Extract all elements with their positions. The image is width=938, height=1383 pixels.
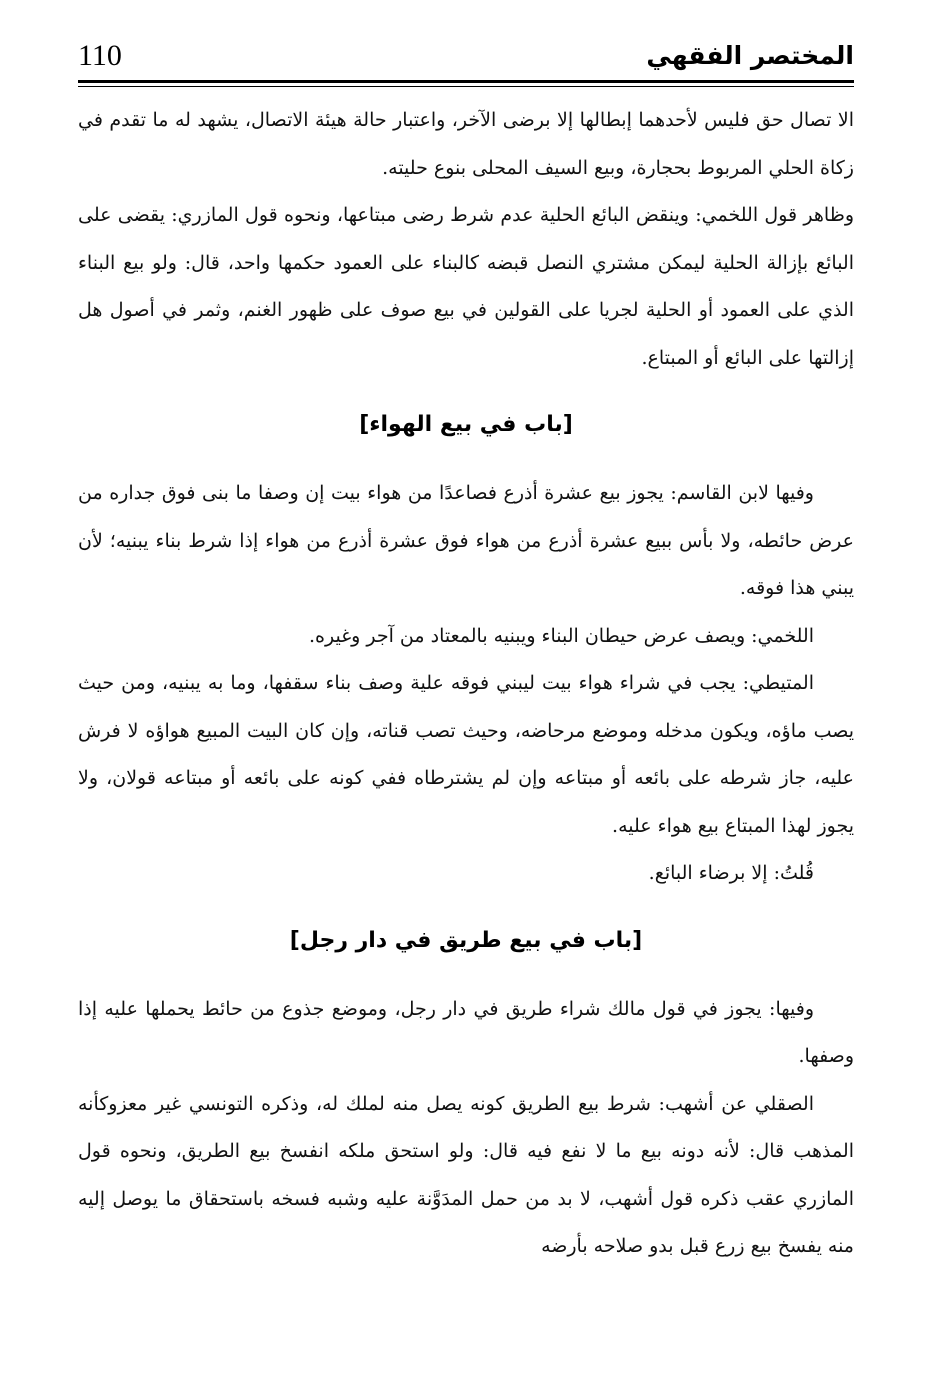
paragraph: الصقلي عن أشهب: شرط بيع الطريق كونه يصل منه لملك له، وذكره التونسي غير معزوكأنه المذهب قال: لأنه دونه بيع ما لا نفع فيه قال: ولو استحق ملكه انفسخ بيع الطريق، ونحوه قول المازري عقب ذكره قول أشهب، لا بد من حمل المدَوَّنة عليه وشبه فسخه باستحقاق ما يوصل إليه منه يفسخ بيع زرع قبل بدو صلاحه بأرضه	[78, 1092, 854, 1257]
paragraph: قُلتُ: إلا برضاء البائع.	[648, 862, 814, 884]
paragraph: وظاهر قول اللخمي: وينقض البائع الحلية عدم شرط رضى مبتاعها، ونحوه قول المازري: يقضى على البائع بإزالة الحلية ليمكن مشتري النصل قبضه كالبناء على العمود حكمها واحد، قال: ولو بيع البناء الذي على العمود أو الحلية لجريا على القولين في بيع صوف على ظهور الغنم، وثمر في أصول هل إزالتها على البائع أو المبتاع.	[78, 204, 854, 369]
paragraph: وفيها لابن القاسم: يجوز بيع عشرة أذرع فصاعدًا من هواء بيت إن وصفا ما بنى فوق جداره من عرض حائطه، ولا بأس ببيع عشرة أذرع من هواء فوق عشرة أذرع من هواء إذا شرط بناء يبنيه؛ لأن يبني هذا فوقه.	[78, 482, 854, 599]
page-header	[78, 30, 854, 76]
page-number: 110	[78, 39, 122, 72]
header-rule-thin	[78, 86, 854, 87]
paragraph: اللخمي: ويصف عرض حيطان البناء ويبنيه بالمعتاد من آجر وغيره.	[309, 624, 814, 647]
paragraph: وفيها: يجوز في قول مالك شراء طريق في دار رجل، وموضع جذوع من حائط يحملها عليه إذا وصفها.	[78, 997, 854, 1067]
body-text	[78, 97, 854, 1271]
paragraph: الا تصال حق فليس لأحدهما إبطالها إلا برضى الآخر، واعتبار حالة هيئة الاتصال، يشهد له ما تقدم في زكاة الحلي المربوط بحجارة، وبيع السيف المحلى بنوع حليته.	[78, 109, 854, 179]
section-heading: [باب في بيع طريق في دار رجل]	[289, 927, 643, 953]
section-heading: [باب في بيع الهواء]	[359, 412, 573, 437]
header-rule-thick	[78, 80, 854, 83]
book-page	[78, 30, 854, 1360]
paragraph: المتيطي: يجب في شراء هواء بيت ليبني فوقه علية وصف بناء سقفها، وما به يبنيه، ومن حيث يصب ماؤه، ويكون مدخله وموضع مرحاضه، وحيث تصب قناته، وإن كان البيت المبيع هواؤه لا فرش عليه، جاز شرطه على بائعه أو مبتاعه وإن لم يشترطاه ففي كونه على بائعه أو مبتاعه قولان، ولا يجوز لهذا المبتاع بيع هواء عليه.	[78, 672, 854, 837]
running-title: المختصر الفقهي	[646, 41, 854, 70]
